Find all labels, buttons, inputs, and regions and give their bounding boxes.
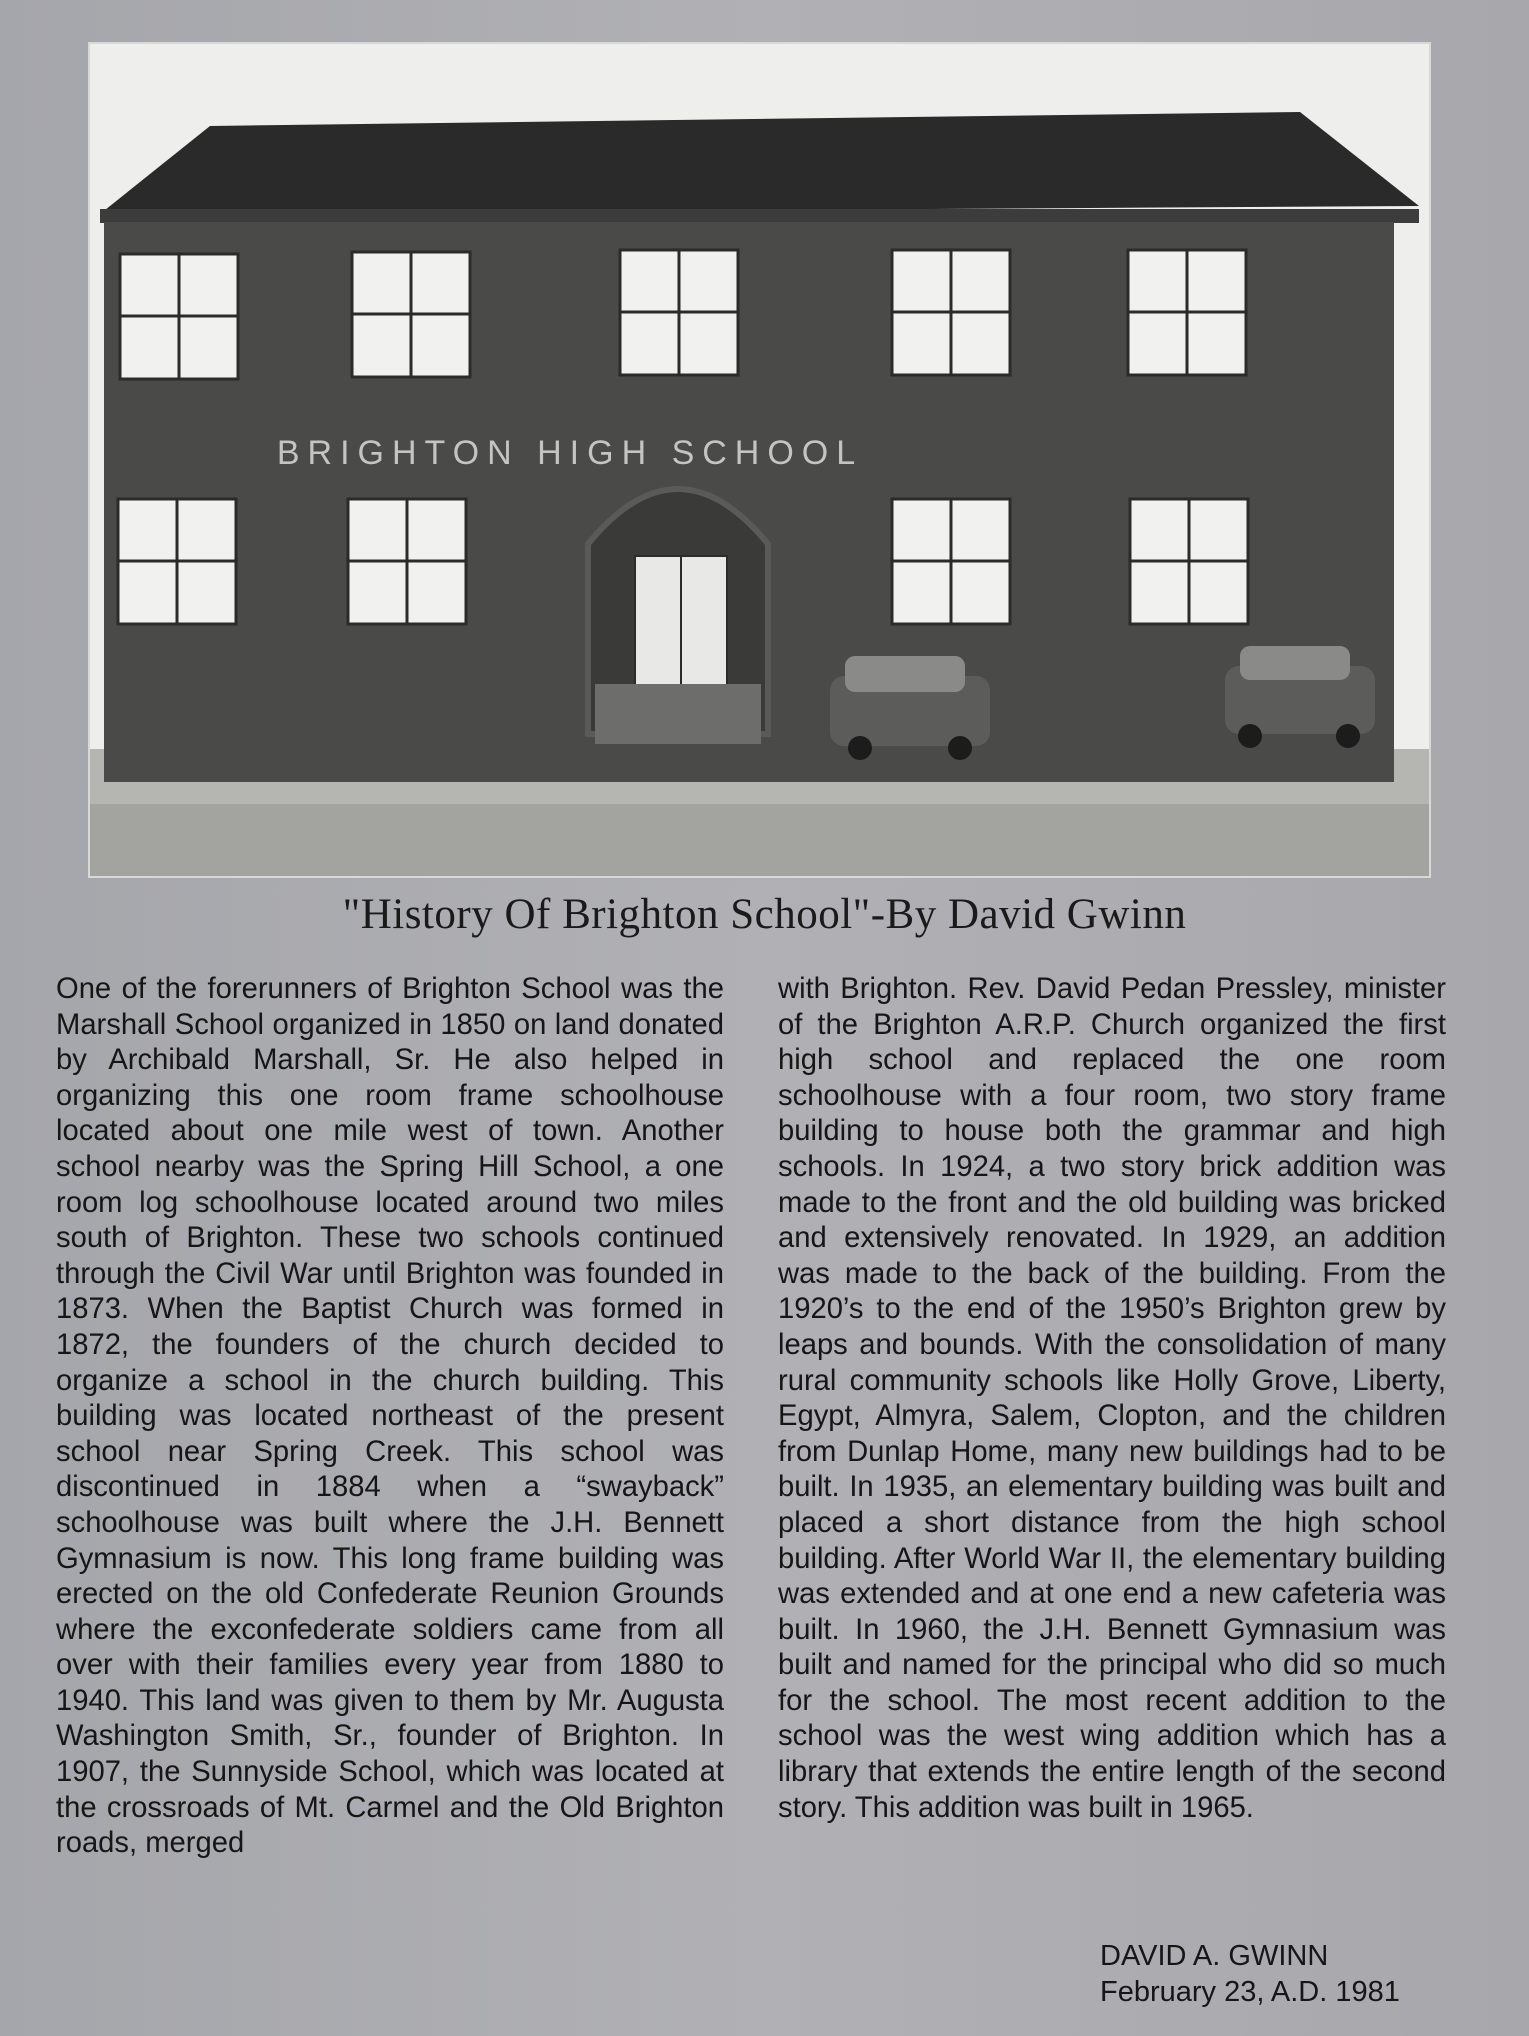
article-column-left: One of the forerunners of Brighton School was the Marshall School organized in 1850 on land donated by Archibald Marshall, Sr. He also helped in organizing this one room frame schoolhouse located about one mile west of town. Another school nearby was the Spring Hill School, a one room log schoolhouse located around two miles south of Brighton. These two schools continued through the Civil War until Brighton was founded in 1873. When the Baptist Church was formed in 1872, the founders of the church decided to organize a school in the church building. This building was located northeast of the present school near Spring Creek. This school was discontinued in 1884 when a “swayback” schoolhouse was built where the J.H. Bennett Gymnasium is now. This long frame building was erected on the old Confederate Reunion Grounds where the exconfederate soldiers came from all over with their families every year from 1880 to 1940. This land was given to them by Mr. Augusta Washington Smith, Sr., founder of Brighton. In 1907, the Sunnyside School, which was located at the crossroads of Mt. Carmel and the Old Brighton roads, merged: [56, 973, 724, 1860]
school-building-icon: [90, 44, 1429, 876]
signature-block: [1100, 1938, 1400, 2010]
signature-date: February 23, A.D. 1981: [1100, 1976, 1400, 2008]
building-sign: BRIGHTON HIGH SCHOOL: [276, 434, 864, 472]
author-name: DAVID A. GWINN: [1100, 1940, 1329, 1972]
article-column-right: with Brighton. Rev. David Pedan Pressley, minister of the Brighton A.R.P. Church organized the first high school and replaced the one room schoolhouse with a four room, two story frame building to house both the grammar and high schools. In 1924, a two story brick addition was made to the front and the old building was bricked and extensively renovated. In 1929, an addition was made to the back of the building. From the 1920’s to the end of the 1950’s Brighton grew by leaps and bounds. With the consolidation of many rural community schools like Holly Grove, Liberty, Egypt, Almyra, Salem, Clopton, and the children from Dunlap Home, many new buildings had to be built. In 1935, an elementary building was built and placed a short distance from the high school building. After World War II, the elementary building was extended and at one end a new cafeteria was built. In 1960, the J.H. Bennett Gymnasium was built and named for the principal who did so much for the school. The most recent addition to the school was the west wing addition which has a library that extends the entire length of the second story. This addition was built in 1965.: [778, 973, 1446, 1824]
school-photo: [90, 44, 1429, 876]
article-title: "History Of Brighton School"-By David Gwinn: [342, 891, 1187, 938]
